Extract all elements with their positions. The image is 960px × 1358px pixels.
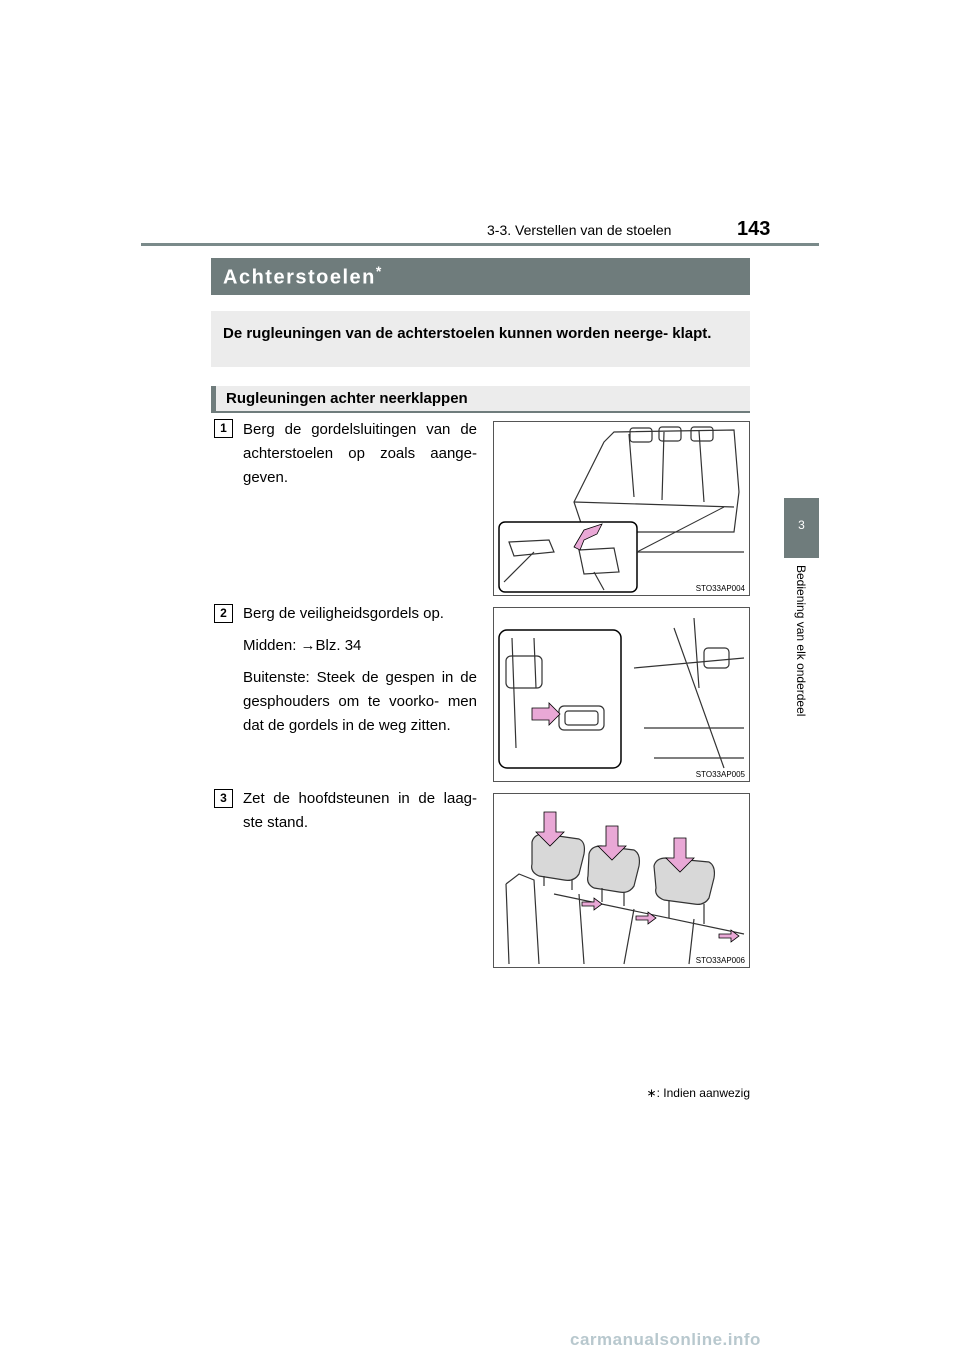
step-2-paragraph: Buitenste: Steek de gespen in de gesphouders om te voorko- men dat de gordels in de weg zitten. <box>243 669 477 734</box>
chapter-tab: 3 <box>784 498 819 558</box>
page-number: 143 <box>737 218 771 240</box>
figure-code: STO33AP006 <box>695 956 745 965</box>
title-bar <box>211 258 750 295</box>
step-2-badge: 2 <box>214 604 233 623</box>
step-3-text <box>243 787 477 843</box>
title-asterisk: * <box>375 263 383 279</box>
step-3-badge: 3 <box>214 789 233 808</box>
chapter-label: Bediening van elk onderdeel <box>794 565 808 717</box>
figure-headrests <box>493 793 750 968</box>
figure-seatbelt-storage <box>493 607 750 782</box>
seatbelt-holder-illustration <box>494 608 749 781</box>
title-text: Achterstoelen <box>223 266 376 289</box>
section-header: 3-3. Verstellen van de stoelen <box>487 222 672 238</box>
step-1-paragraph: Berg de gordelsluitingen van de achterstoelen op zoals aange- geven. <box>243 421 477 486</box>
step-2-paragraph: Midden: →Blz. 34 <box>243 637 362 654</box>
page-title <box>223 263 383 290</box>
figure-seatbelt-buckles <box>493 421 750 596</box>
step-1-badge: 1 <box>214 419 233 438</box>
headrest-illustration <box>494 794 749 967</box>
step-3-paragraph: Zet de hoofdsteunen in de laag- ste stand. <box>243 790 477 831</box>
rear-seat-illustration <box>494 422 749 595</box>
step-1-text <box>243 418 477 498</box>
intro-box: De rugleuningen van de achterstoelen kunnen worden neerge- klapt. <box>211 311 750 367</box>
header-rule <box>141 243 819 246</box>
footnote: ∗: Indien aanwezig <box>646 1086 750 1100</box>
subheading: Rugleuningen achter neerklappen <box>211 386 750 413</box>
figure-code: STO33AP004 <box>695 584 745 593</box>
step-2-paragraph: Berg de veiligheidsgordels op. <box>243 605 444 622</box>
step-2-text <box>243 602 477 746</box>
watermark: carmanualsonline.info <box>570 1330 761 1349</box>
figure-code: STO33AP005 <box>695 770 745 779</box>
